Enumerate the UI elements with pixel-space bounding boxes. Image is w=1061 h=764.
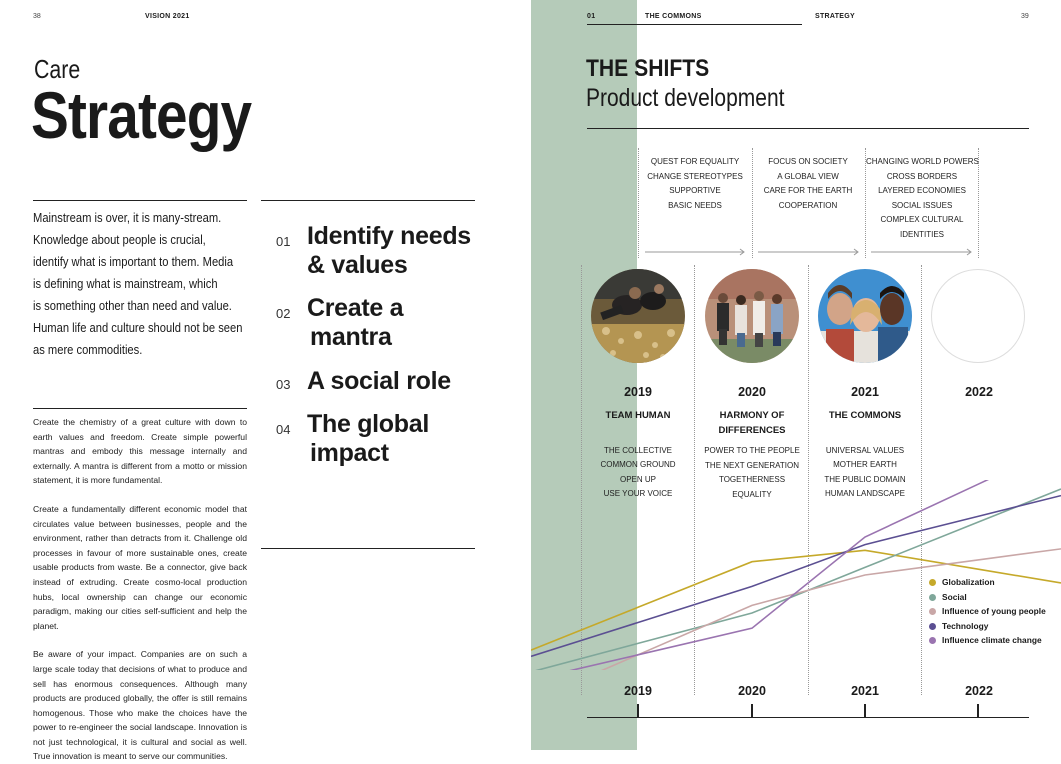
photo-2021-image [818, 269, 912, 363]
year-item: THE COLLECTIVE [603, 445, 672, 455]
year-item: THE NEXT GENERATION [705, 460, 799, 470]
intro-line: is something other than need and value. [33, 298, 232, 313]
year-theme: HARMONY OF DIFFERENCES [718, 410, 786, 436]
step-number: 04 [276, 422, 291, 437]
year-item: THE PUBLIC DOMAIN [824, 474, 906, 484]
steps-list [276, 222, 476, 482]
left-page-header: VISION 2021 [145, 13, 190, 20]
page-kicker: Care [34, 54, 81, 84]
step-title [307, 410, 429, 468]
year-label: 2019 [624, 385, 652, 399]
legend-item [929, 621, 988, 631]
year-item: MOTHER EARTH [833, 460, 897, 470]
intro-line: Knowledge about people is crucial, [33, 232, 206, 247]
year-item: COMMON GROUND [600, 460, 676, 470]
year-item: EQUALITY [732, 489, 772, 499]
step-title [307, 222, 471, 280]
photo-2020-image [705, 269, 799, 363]
legend-swatch-icon [929, 637, 936, 644]
shift-column [753, 155, 863, 213]
legend-label: Technology [942, 620, 989, 631]
x-tick-label: 2021 [851, 684, 879, 698]
year-item: HUMAN LANDSCAPE [824, 489, 905, 499]
x-axis-line [587, 717, 1029, 718]
legend-swatch-icon [929, 594, 936, 601]
body-paragraph: Be aware of your impact. Companies are on such a large scale today that decisions of what to produce and sell has enormous consequences. Although many products are produced globally, the offer is still remains homogenous. Those who make the choices have the power to re-engineer the social landscape. Innovation is not just technological, it is cultural and social as well. True innovation is meant to serve our communities. [33, 649, 247, 762]
shifts-title-rule [587, 128, 1029, 129]
right-header-rule [587, 24, 802, 25]
year-label: 2021 [851, 385, 879, 399]
x-tick-label: 2020 [738, 684, 766, 698]
body-paragraph: Create a fundamentally different economic model that circulates value between businesses, people and the environment, rather than detracts from it. Challenge old processes in favour of more sustainable ones, create usable products from waste. Be a connector, give back instead of extruding. Create cosmo-local production hubs, local ownership can change our economic paradigm, making our cities self-sufficient and help the planet. [33, 503, 247, 631]
chart-legend [929, 577, 1059, 657]
shift-item: FOCUS ON SOCIETY [768, 157, 848, 166]
legend-swatch-icon [929, 608, 936, 615]
intro-line: Human life and culture should not be seen [33, 320, 243, 335]
shift-item: LAYERED ECONOMIES [878, 186, 966, 196]
steps-bottom-rule [261, 548, 475, 549]
x-tick-label: 2019 [624, 684, 652, 698]
year-item: TOGETHERNESS [718, 475, 786, 485]
body-column [33, 415, 247, 764]
x-tick [977, 704, 979, 717]
right-header-number: 01 [587, 13, 596, 20]
year-label: 2022 [965, 385, 993, 399]
step-title-line: A social role [307, 367, 451, 395]
step-title-line: Create a [307, 294, 404, 322]
body-top-rule [33, 408, 247, 409]
shift-item: SUPPORTIVE [669, 186, 721, 196]
shifts-title: THE SHIFTS [586, 55, 710, 82]
photo-2021 [818, 269, 912, 363]
year-item: POWER TO THE PEOPLE [704, 446, 800, 455]
shift-item: CHANGING WORLD POWERS [866, 157, 979, 166]
legend-label: Social [942, 591, 967, 602]
shift-item: COMPLEX CULTURAL [880, 215, 964, 225]
legend-label: Influence of young people [942, 606, 1046, 616]
step-title-line: Identify needs [307, 222, 471, 250]
x-tick [637, 704, 639, 717]
legend-item [929, 606, 1046, 616]
shift-item: QUEST FOR EQUALITY [650, 157, 740, 166]
legend-item [929, 635, 1042, 645]
step-title-line: mantra [310, 323, 392, 351]
step-title-line: The global [307, 410, 430, 438]
column-divider [638, 148, 639, 258]
step-title-line: & values [307, 251, 408, 279]
legend-label: Influence climate change [942, 635, 1042, 645]
shift-column [866, 155, 978, 243]
step-number: 03 [276, 377, 291, 392]
intro-line: is defining what is mainstream, which [33, 276, 218, 291]
right-header-section: THE COMMONS [645, 13, 702, 20]
year-column-2022 [924, 385, 1034, 399]
legend-item [929, 592, 967, 602]
x-tick [864, 704, 866, 717]
shift-item: A GLOBAL VIEW [777, 171, 839, 181]
step-number: 02 [276, 306, 291, 321]
step-title [307, 367, 451, 396]
photo-2019 [591, 269, 685, 363]
year-item: USE YOUR VOICE [603, 489, 673, 499]
intro-line: Mainstream is over, it is many-stream. [33, 210, 222, 225]
x-tick [751, 704, 753, 717]
intro-top-rule [33, 200, 247, 201]
shift-item: CROSS BORDERS [886, 171, 958, 181]
shift-item: CHANGE STEREOTYPES [647, 171, 743, 181]
shift-column [640, 155, 750, 213]
year-label: 2020 [738, 385, 766, 399]
intro-text [33, 207, 242, 361]
shift-item: SOCIAL ISSUES [891, 200, 953, 210]
steps-top-rule [261, 200, 475, 201]
right-header-strategy: STRATEGY [815, 13, 855, 20]
year-item: OPEN UP [619, 474, 656, 484]
shifts-subtitle: Product development [586, 84, 785, 112]
year-theme: THE COMMONS [828, 410, 902, 421]
shift-arrows [640, 245, 980, 259]
shift-item: BASIC NEEDS [668, 200, 722, 210]
year-theme: TEAM HUMAN [605, 410, 671, 421]
left-page-number: 38 [33, 13, 41, 20]
shift-item: IDENTITIES [899, 229, 944, 239]
intro-line: as mere commodities. [33, 342, 143, 357]
photo-2020 [705, 269, 799, 363]
legend-item [929, 577, 995, 587]
shift-item: COOPERATION [778, 200, 838, 210]
year-item: UNIVERSAL VALUES [825, 445, 905, 455]
legend-swatch-icon [929, 579, 936, 586]
shift-item: CARE FOR THE EARTH [763, 186, 853, 196]
photo-2019-image [591, 269, 685, 363]
x-tick-label: 2022 [965, 684, 993, 698]
step-number: 01 [276, 234, 291, 249]
intro-line: identify what is important to them. Media [33, 254, 234, 269]
body-paragraph: Create the chemistry of a great culture with down to earth values and freedom. Create simple powerful mantras and embody this message internally and externally. A mantra is different from a motto or mission statement, it is more fundamental. [33, 417, 247, 486]
step-title [307, 294, 403, 352]
page-title: Strategy [31, 78, 252, 152]
step-title-line: impact [310, 439, 389, 467]
photo-2022-placeholder [931, 269, 1025, 363]
legend-swatch-icon [929, 623, 936, 630]
right-page-number: 39 [1021, 13, 1029, 20]
legend-label: Globalization [942, 577, 995, 587]
